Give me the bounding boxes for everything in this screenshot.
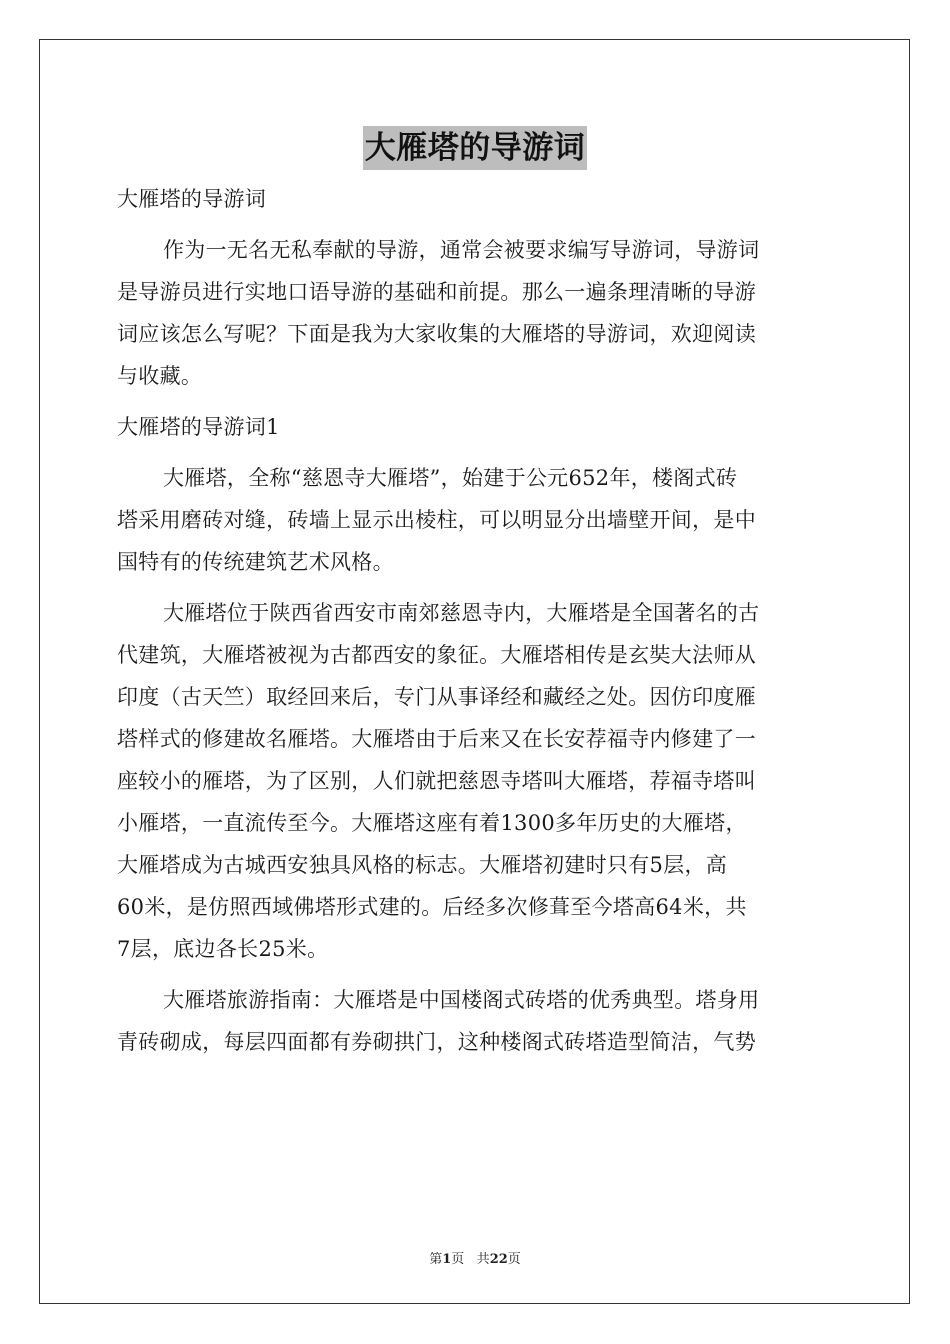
paragraph-3 (117, 979, 833, 1063)
paragraph-line: 大雁塔旅游指南：大雁塔是中国楼阁式砖塔的优秀典型。塔身用 (163, 988, 760, 1012)
paragraph-line: 座较小的雁塔，为了区别，人们就把慈恩寺塔叫大雁塔，荐福寺塔叫 (117, 769, 756, 793)
paragraph-line: 印度（古天竺）取经回来后，专门从事译经和藏经之处。因仿印度雁 (117, 685, 756, 709)
paragraph-line: 塔样式的修建故名雁塔。大雁塔由于后来又在长安荐福寺内修建了一 (117, 727, 756, 751)
page-number: 1 (442, 1252, 452, 1267)
paragraph-line: 7层，底边各长25米。 (117, 937, 329, 961)
total-pages: 22 (489, 1252, 508, 1267)
title-area (0, 126, 950, 170)
paragraph-line: 是导游员进行实地口语导游的基础和前提。那么一遍条理清晰的导游 (117, 280, 756, 304)
document-subtitle: 大雁塔的导游词 (117, 187, 267, 211)
paragraph-line: 与收藏。 (117, 364, 203, 388)
paragraph-line: 60米，是仿照西域佛塔形式建的。后经多次修葺至今塔高64米，共 (117, 895, 747, 919)
paragraph-line: 作为一无名无私奉献的导游，通常会被要求编写导游词，导游词 (163, 238, 760, 262)
paragraph-line: 国特有的传统建筑艺术风格。 (117, 550, 394, 574)
paragraph-line: 青砖砌成，每层四面都有券砌拱门，这种楼阁式砖塔造型简洁，气势 (117, 1030, 756, 1054)
paragraph-1 (117, 457, 833, 583)
section-heading: 大雁塔的导游词1 (117, 415, 280, 439)
paragraph-line: 代建筑，大雁塔被视为古都西安的象征。大雁塔相传是玄奘大法师从 (117, 643, 756, 667)
paragraph-line: 大雁塔位于陕西省西安市南郊慈恩寺内，大雁塔是全国著名的古 (163, 601, 760, 625)
page-footer (0, 1248, 950, 1267)
paragraph-line: 大雁塔，全称“慈恩寺大雁塔”，始建于公元652年，楼阁式砖 (163, 466, 738, 490)
total-prefix: 共 (476, 1252, 490, 1267)
paragraph-line: 小雁塔，一直流传至今。大雁塔这座有着1300多年历史的大雁塔， (117, 811, 747, 835)
page-prefix: 第 (429, 1252, 443, 1267)
document-body (117, 178, 833, 1072)
total-suffix: 页 (507, 1252, 521, 1267)
page-suffix: 页 (451, 1252, 465, 1267)
document-title: 大雁塔的导游词 (363, 126, 588, 170)
paragraph-line: 大雁塔成为古城西安独具风格的标志。大雁塔初建时只有5层，高 (117, 853, 728, 877)
paragraph-line: 塔采用磨砖对缝，砖墙上显示出棱柱，可以明显分出墙壁开间，是中 (117, 508, 756, 532)
paragraph-2 (117, 592, 833, 970)
intro-paragraph (117, 229, 833, 397)
paragraph-line: 词应该怎么写呢？下面是我为大家收集的大雁塔的导游词，欢迎阅读 (117, 322, 756, 346)
